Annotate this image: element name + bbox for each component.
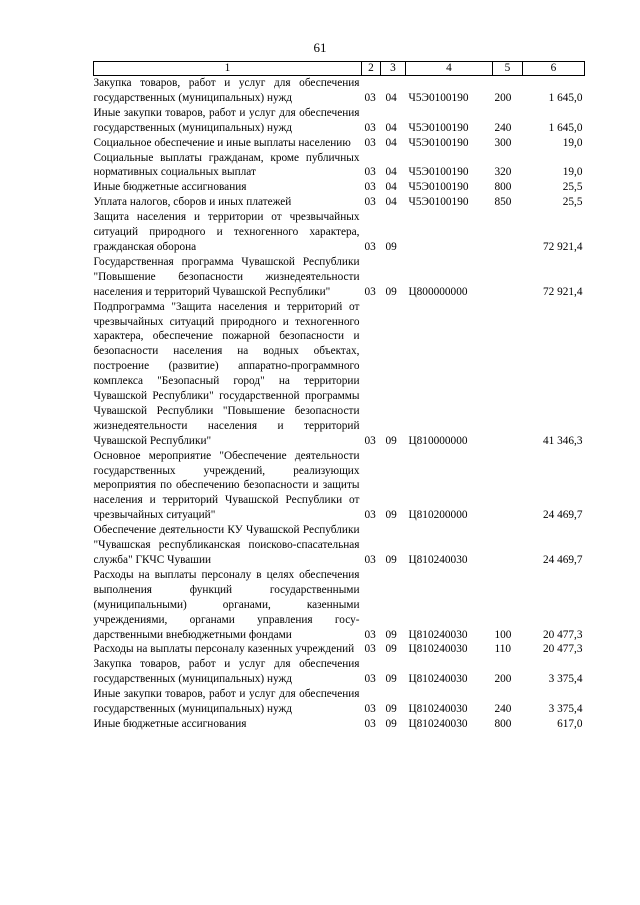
row-name: Закупка товаров, работ и услуг для обеспечения государственных (муниципальных) нужд: [93, 77, 360, 104]
budget-table: [93, 61, 585, 732]
subsection-code: 09: [385, 240, 397, 253]
table-row: [94, 687, 585, 717]
table-body: [94, 76, 585, 732]
row-name: Защита населения и территории от чрезвычайных ситуаций природного и техногенного характера, гражданская оборона: [93, 211, 360, 253]
section-code: 03: [364, 166, 376, 179]
subsection-code: 04: [385, 166, 397, 179]
expense-type-code: 100: [494, 628, 512, 641]
header-col-6: 6: [523, 62, 585, 76]
amount: 1 645,0: [548, 121, 583, 134]
section-code: 03: [364, 285, 376, 298]
expense-type-code: [493, 449, 523, 524]
subsection-code: 09: [385, 703, 397, 716]
expense-type-code: [493, 300, 523, 449]
subsection-code: 09: [385, 643, 397, 656]
row-name: Закупка товаров, работ и услуг для обеспечения государственных (муниципальных) нужд: [93, 658, 360, 686]
expense-type-code: 200: [494, 91, 512, 104]
table-row: [94, 76, 585, 106]
table-row: [94, 642, 585, 657]
subsection-code: 09: [385, 673, 397, 686]
section-code: 03: [364, 717, 376, 730]
header-col-1: 1: [94, 62, 362, 76]
amount: 25,5: [562, 181, 583, 194]
amount: 20 477,3: [542, 643, 583, 656]
section-code: 03: [364, 643, 376, 656]
section-code: 03: [364, 136, 376, 149]
table-row: [94, 523, 585, 568]
section-code: 03: [364, 434, 376, 447]
target-article-code: Ч5Э0100190: [408, 136, 469, 149]
subsection-code: 04: [385, 91, 397, 104]
target-article-code: Ч5Э0100190: [408, 166, 469, 179]
expense-type-code: [493, 523, 523, 568]
row-name: Расходы на выплаты персоналу в целях обеспечения выполнения функций государственными (муниципальными) органами, казенными учреждениями, органами управления государственными внебюджетными фондами: [93, 568, 360, 641]
row-name: Иные закупки товаров, работ и услуг для обеспечения государственных (муниципальных) нужд: [93, 688, 360, 716]
amount: 25,5: [562, 196, 583, 209]
expense-type-code: [493, 210, 523, 255]
header-row: [94, 62, 585, 76]
amount: 3 375,4: [548, 673, 583, 686]
section-code: 03: [364, 181, 376, 194]
amount: 19,0: [562, 166, 583, 179]
row-name: Социальное обеспечение и иные выплаты населению: [93, 136, 351, 149]
amount: 20 477,3: [542, 628, 583, 641]
amount: 3 375,4: [548, 703, 583, 716]
target-article-code: Ц810240030: [408, 703, 468, 716]
expense-type-code: 240: [494, 121, 512, 134]
row-name: Иные бюджетные ассигнования: [93, 181, 247, 194]
target-article-code: Ц810000000: [408, 434, 468, 447]
table-row: [94, 568, 585, 643]
table-header: [94, 62, 585, 76]
header-col-5: 5: [493, 62, 523, 76]
target-article-code: Ч5Э0100190: [408, 121, 469, 134]
table-row: [94, 180, 585, 195]
target-article-code: Ц800000000: [408, 285, 468, 298]
page-number: 61: [313, 40, 327, 55]
row-name: Уплата налогов, сборов и иных платежей: [93, 196, 292, 209]
header-col-2: 2: [362, 62, 381, 76]
amount: 617,0: [557, 717, 583, 730]
table-row: [94, 210, 585, 255]
section-code: 03: [364, 628, 376, 641]
header-col-4: 4: [406, 62, 493, 76]
target-article-code: [406, 210, 493, 255]
target-article-code: Ч5Э0100190: [408, 91, 469, 104]
expense-type-code: [493, 255, 523, 300]
table-row: [94, 195, 585, 210]
section-code: 03: [364, 121, 376, 134]
expense-type-code: 200: [494, 673, 512, 686]
subsection-code: 04: [385, 121, 397, 134]
subsection-code: 09: [385, 509, 397, 522]
table-row: [94, 255, 585, 300]
row-name: Иные закупки товаров, работ и услуг для обеспечения государственных (муниципальных) нужд: [93, 106, 360, 134]
row-name: Обеспечение деятельности КУ Чувашской Республики "Чувашская республиканская поисково-спасательная служба" ГКЧС Чувашии: [93, 524, 360, 566]
expense-type-code: 300: [494, 136, 512, 149]
subsection-code: 09: [385, 434, 397, 447]
section-code: 03: [364, 91, 376, 104]
amount: 24 469,7: [542, 509, 583, 522]
section-code: 03: [364, 509, 376, 522]
section-code: 03: [364, 554, 376, 566]
target-article-code: Ц810240030: [408, 554, 468, 566]
target-article-code: Ц810240030: [408, 673, 468, 686]
expense-type-code: 240: [494, 703, 512, 716]
subsection-code: 04: [385, 181, 397, 194]
row-name: Расходы на выплаты персоналу казенных учреждений: [93, 643, 355, 656]
table-row: [94, 136, 585, 151]
target-article-code: Ч5Э0100190: [408, 181, 469, 194]
table-row: [94, 151, 585, 181]
subsection-code: 04: [385, 196, 397, 209]
target-article-code: Ц810240030: [408, 628, 468, 641]
expense-type-code: 800: [494, 181, 512, 194]
expense-type-code: 800: [494, 717, 512, 730]
expense-type-code: 110: [494, 643, 512, 656]
table-row: [94, 717, 585, 732]
target-article-code: Ц810200000: [408, 509, 468, 522]
subsection-code: 04: [385, 136, 397, 149]
row-name: Иные бюджетные ассигнования: [93, 717, 247, 730]
section-code: 03: [364, 673, 376, 686]
expense-type-code: 850: [494, 196, 512, 209]
row-name: Подпрограмма "Защита населения и территорий от чрезвычайных ситуаций природного и техногенного характера, обеспечение пожарной безопасности и безопасности населения на водных объектах, построение (развитие) аппаратно-программного комплекса "Безопасный город" на территории Чувашской Республики" государственной программы Чувашской Республики "Повышение безопасности жизнедеятельности населения и территорий Чувашской Республики": [93, 300, 360, 447]
amount: 72 921,4: [542, 240, 583, 253]
target-article-code: Ц810240030: [408, 643, 468, 656]
section-code: 03: [364, 240, 376, 253]
expense-type-code: 320: [494, 166, 512, 179]
table-row: [94, 449, 585, 524]
amount: 24 469,7: [542, 554, 583, 566]
subsection-code: 09: [385, 628, 397, 641]
subsection-code: 09: [385, 285, 397, 298]
row-name: Государственная программа Чувашской Республики "Повышение безопасности жизнедеятельности населения и территорий Чувашской Республики": [93, 255, 360, 298]
amount: 1 645,0: [548, 91, 583, 104]
amount: 19,0: [562, 136, 583, 149]
section-code: 03: [364, 196, 376, 209]
section-code: 03: [364, 703, 376, 716]
row-name: Основное мероприятие "Обеспечение деятельности государственных учреждений, реализующих мероприятия по обеспечению безопасности и защиты населения и территорий Чувашской Республики от чрезвычайных ситуаций": [93, 449, 360, 522]
amount: 41 346,3: [542, 434, 583, 447]
target-article-code: Ц810240030: [408, 717, 468, 730]
subsection-code: 09: [385, 717, 397, 730]
subsection-code: 09: [385, 554, 397, 566]
amount: 72 921,4: [542, 285, 583, 298]
target-article-code: Ч5Э0100190: [408, 196, 469, 209]
row-name: Социальные выплаты гражданам, кроме публичных нормативных социальных выплат: [93, 151, 360, 179]
table-row: [94, 657, 585, 687]
table-row: [94, 106, 585, 136]
table-row: [94, 300, 585, 449]
header-col-3: 3: [381, 62, 406, 76]
